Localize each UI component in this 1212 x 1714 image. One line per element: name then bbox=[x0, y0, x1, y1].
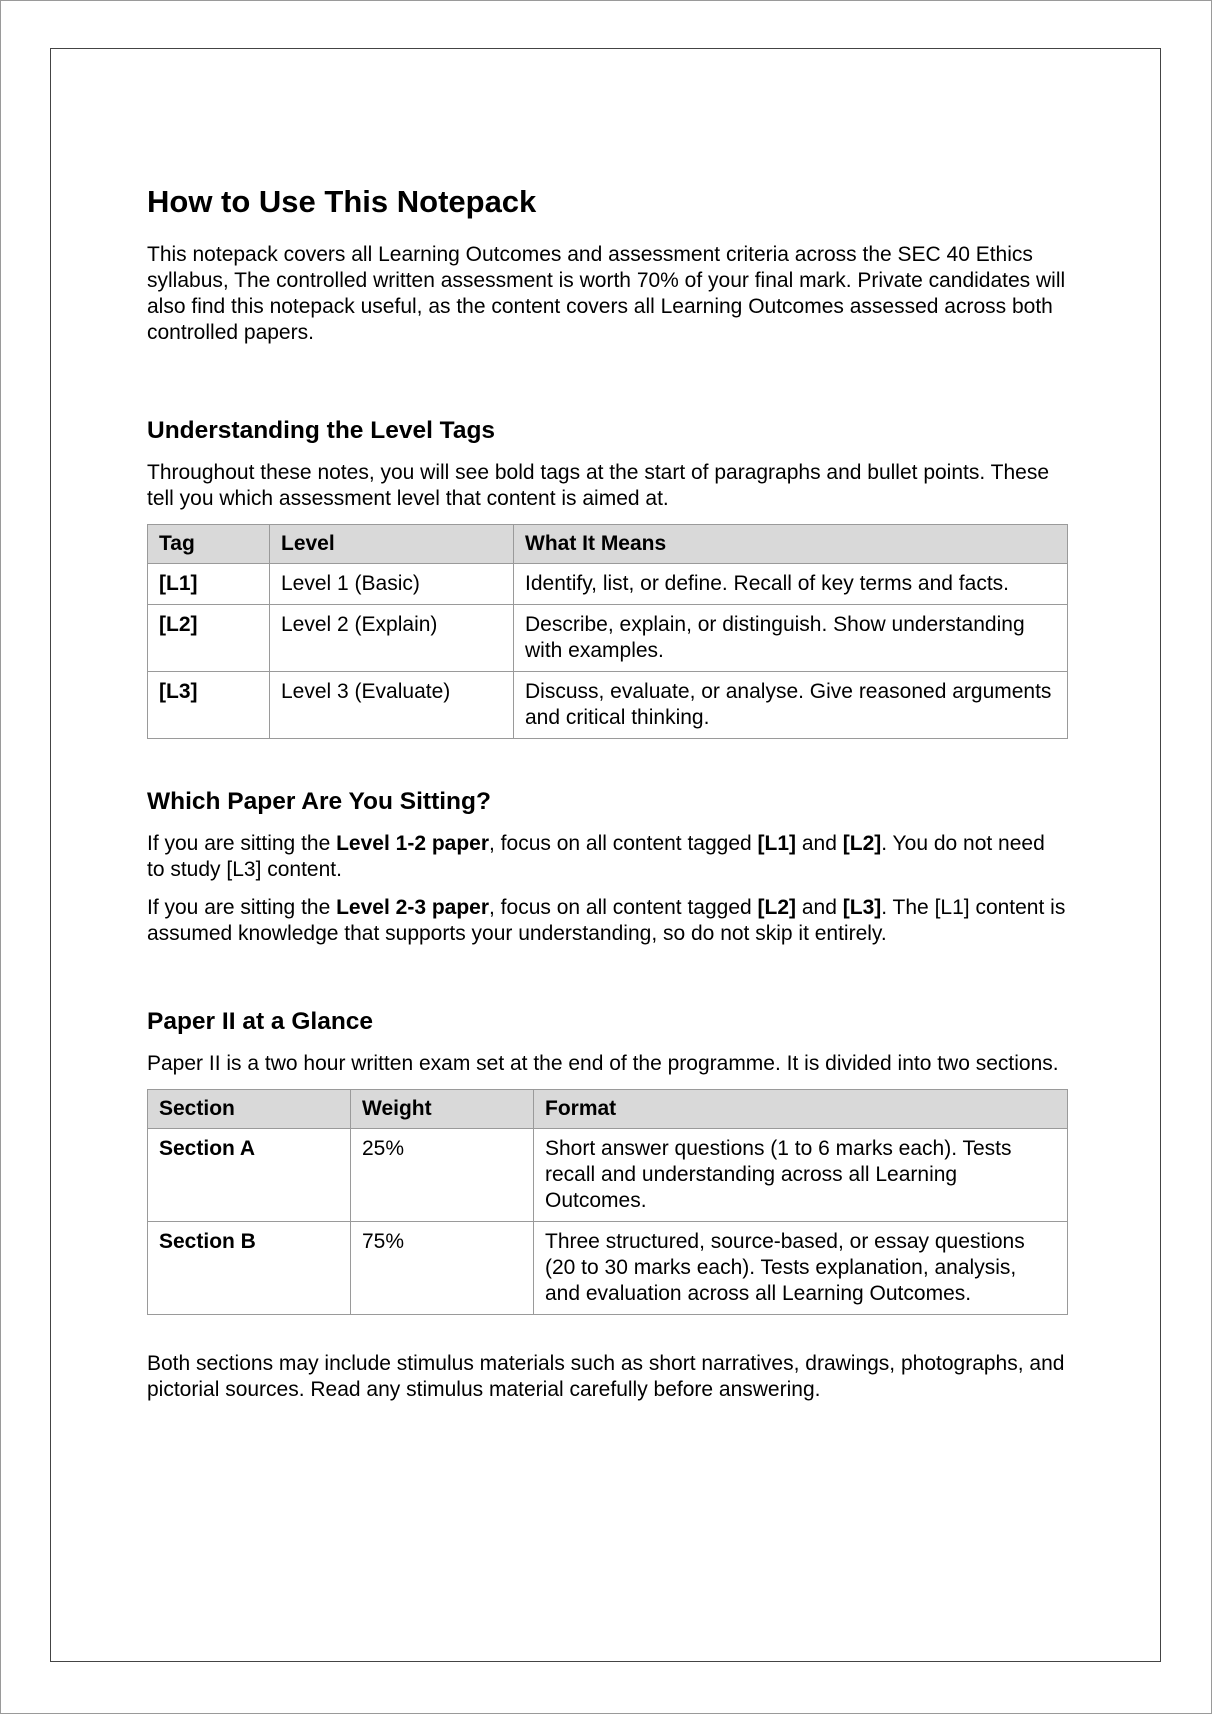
paper-name: Level 1-2 paper bbox=[336, 832, 490, 855]
paper-ii-table bbox=[147, 1089, 1068, 1315]
column-header: What It Means bbox=[514, 525, 1068, 564]
which-paper-paragraph-1 bbox=[147, 831, 1067, 883]
meaning-cell: Identify, list, or define. Recall of key terms and facts. bbox=[514, 564, 1068, 605]
level-cell: Level 1 (Basic) bbox=[270, 564, 514, 605]
column-header: Weight bbox=[351, 1090, 534, 1129]
paper-ii-heading: Paper II at a Glance bbox=[147, 1008, 374, 1035]
text-run: If you are sitting the bbox=[147, 896, 337, 919]
page-title: How to Use This Notepack bbox=[147, 184, 537, 219]
format-cell: Short answer questions (1 to 6 marks each). Tests recall and understanding across all Learning Outcomes. bbox=[534, 1129, 1068, 1222]
level-tag: [L2] bbox=[757, 896, 797, 919]
level-tags-table bbox=[147, 524, 1068, 739]
table-row bbox=[148, 605, 1068, 672]
table-row bbox=[148, 672, 1068, 739]
document-content bbox=[147, 184, 1067, 1403]
table-header-row bbox=[148, 1090, 1068, 1129]
text-run: , focus on all content tagged bbox=[489, 896, 758, 919]
format-cell: Three structured, source-based, or essay questions (20 to 30 marks each). Tests explanation, analysis, and evaluation across all Learning Outcomes. bbox=[534, 1222, 1068, 1315]
table-row bbox=[148, 1222, 1068, 1315]
which-paper-heading: Which Paper Are You Sitting? bbox=[147, 788, 491, 815]
text-run: and bbox=[796, 896, 843, 919]
meaning-cell: Describe, explain, or distinguish. Show understanding with examples. bbox=[514, 605, 1068, 672]
section-cell: Section B bbox=[148, 1222, 351, 1315]
column-header: Format bbox=[534, 1090, 1068, 1129]
level-tags-heading: Understanding the Level Tags bbox=[147, 417, 496, 444]
level-cell: Level 3 (Evaluate) bbox=[270, 672, 514, 739]
text-run: . The [L1] content is assumed knowledge that supports your understanding, so do not skip it entirely. bbox=[147, 896, 1066, 945]
tag-cell: [L2] bbox=[148, 605, 270, 672]
meaning-cell: Discuss, evaluate, or analyse. Give reasoned arguments and critical thinking. bbox=[514, 672, 1068, 739]
text-run: If you are sitting the bbox=[147, 832, 337, 855]
table-header-row bbox=[148, 525, 1068, 564]
level-tag: [L1] bbox=[757, 832, 797, 855]
table-row bbox=[148, 564, 1068, 605]
level-tag: [L3] bbox=[842, 896, 882, 919]
weight-cell: 75% bbox=[351, 1222, 534, 1315]
level-cell: Level 2 (Explain) bbox=[270, 605, 514, 672]
text-run: , focus on all content tagged bbox=[489, 832, 758, 855]
table-row bbox=[148, 1129, 1068, 1222]
column-header: Section bbox=[148, 1090, 351, 1129]
text-run: and bbox=[796, 832, 843, 855]
level-tags-description: Throughout these notes, you will see bold tags at the start of paragraphs and bullet points. These tell you which assessment level that content is aimed at. bbox=[147, 461, 1050, 510]
text-run: . You do not need to study [L3] content. bbox=[147, 832, 1045, 881]
paper-name: Level 2-3 paper bbox=[336, 896, 490, 919]
intro-paragraph: This notepack covers all Learning Outcomes and assessment criteria across the SEC 40 Ethics syllabus, The controlled written assessment is worth 70% of your final mark. Private candidates will also find this notepack useful, as the content covers all Learning Outcomes assessed across both controlled papers. bbox=[147, 243, 1066, 344]
weight-cell: 25% bbox=[351, 1129, 534, 1222]
closing-paragraph: Both sections may include stimulus materials such as short narratives, drawings, photographs, and pictorial sources. Read any stimulus material carefully before answering. bbox=[147, 1352, 1065, 1401]
level-tag: [L2] bbox=[842, 832, 882, 855]
tag-cell: [L3] bbox=[148, 672, 270, 739]
tag-cell: [L1] bbox=[148, 564, 270, 605]
column-header: Tag bbox=[148, 525, 270, 564]
which-paper-paragraph-2 bbox=[147, 895, 1067, 947]
column-header: Level bbox=[270, 525, 514, 564]
section-cell: Section A bbox=[148, 1129, 351, 1222]
paper-ii-description: Paper II is a two hour written exam set at the end of the programme. It is divided into two sections. bbox=[147, 1052, 1059, 1075]
